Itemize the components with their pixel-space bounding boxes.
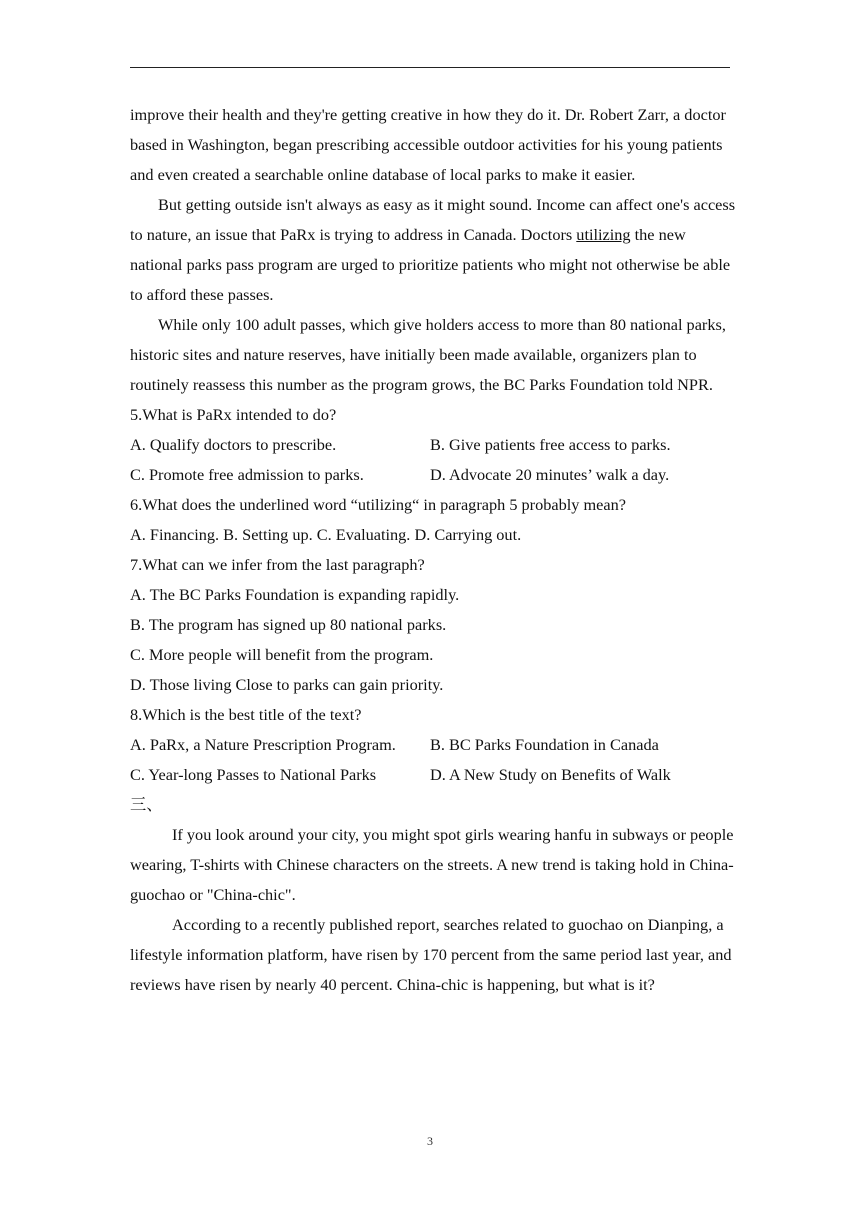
q8-option-b: B. BC Parks Foundation in Canada	[430, 735, 659, 754]
q5-option-b: B. Give patients free access to parks.	[430, 435, 671, 454]
question-7-stem: 7.What can we infer from the last paragraph?	[130, 555, 425, 574]
q8-option-d: D. A New Study on Benefits of Walk	[430, 765, 671, 784]
q7-option-c: C. More people will benefit from the program.	[130, 645, 434, 664]
section-3-paragraph-1: If you look around your city, you might spot girls wearing hanfu in subways or people wearing, T-shirts with Chinese characters on the streets. A new trend is taking hold in China-guochao or "China-chic".	[130, 825, 734, 904]
paragraph-2-start: But getting outside isn't always as easy as it might sound. Income can affect one's access to nature, an issue that PaRx is trying to address in Canada. Doctors	[130, 195, 736, 244]
question-6-options: A. Financing. B. Setting up. C. Evaluating. D. Carrying out.	[130, 525, 522, 544]
q8-option-a: A. PaRx, a Nature Prescription Program.	[130, 735, 396, 754]
document-body	[130, 100, 740, 1000]
paragraph-2-end: the new national parks pass program are urged to prioritize patients who might not otherwise be able to afford these passes.	[130, 225, 731, 304]
q5-option-a: A. Qualify doctors to prescribe.	[130, 435, 337, 454]
question-5-stem: 5.What is PaRx intended to do?	[130, 405, 337, 424]
page-number: 3	[427, 1134, 433, 1148]
question-5-options-row-2	[130, 460, 740, 490]
question-5-options-row-1	[130, 430, 740, 460]
header-rule	[130, 67, 730, 68]
question-8-stem: 8.Which is the best title of the text?	[130, 705, 362, 724]
question-6-stem: 6.What does the underlined word “utilizing“ in paragraph 5 probably mean?	[130, 495, 626, 514]
question-8-options-row-2	[130, 760, 740, 790]
q7-option-d: D. Those living Close to parks can gain priority.	[130, 675, 444, 694]
underlined-word: utilizing	[576, 225, 631, 244]
paragraph-3: While only 100 adult passes, which give holders access to more than 80 national parks, historic sites and nature reserves, have initially been made available, organizers plan to routinely reassess this number as the program grows, the BC Parks Foundation told NPR.	[130, 315, 726, 394]
q7-option-b: B. The program has signed up 80 national parks.	[130, 615, 447, 634]
q5-option-c: C. Promote free admission to parks.	[130, 465, 364, 484]
q7-option-a: A. The BC Parks Foundation is expanding rapidly.	[130, 585, 460, 604]
section-3-heading: 三、	[130, 795, 163, 814]
section-3-paragraph-2: According to a recently published report, searches related to guochao on Dianping, a lifestyle information platform, have risen by 170 percent from the same period last year, and reviews have risen by nearly 40 percent. China-chic is happening, but what is it?	[130, 915, 732, 994]
question-8-options-row-1	[130, 730, 740, 760]
paragraph-2	[130, 190, 740, 310]
q5-option-d: D. Advocate 20 minutes’ walk a day.	[430, 465, 670, 484]
paragraph-1: improve their health and they're getting creative in how they do it. Dr. Robert Zarr, a doctor based in Washington, began prescribing accessible outdoor activities for his young patients and even created a searchable online database of local parks to make it easier.	[130, 105, 726, 184]
q8-option-c: C. Year-long Passes to National Parks	[130, 765, 377, 784]
